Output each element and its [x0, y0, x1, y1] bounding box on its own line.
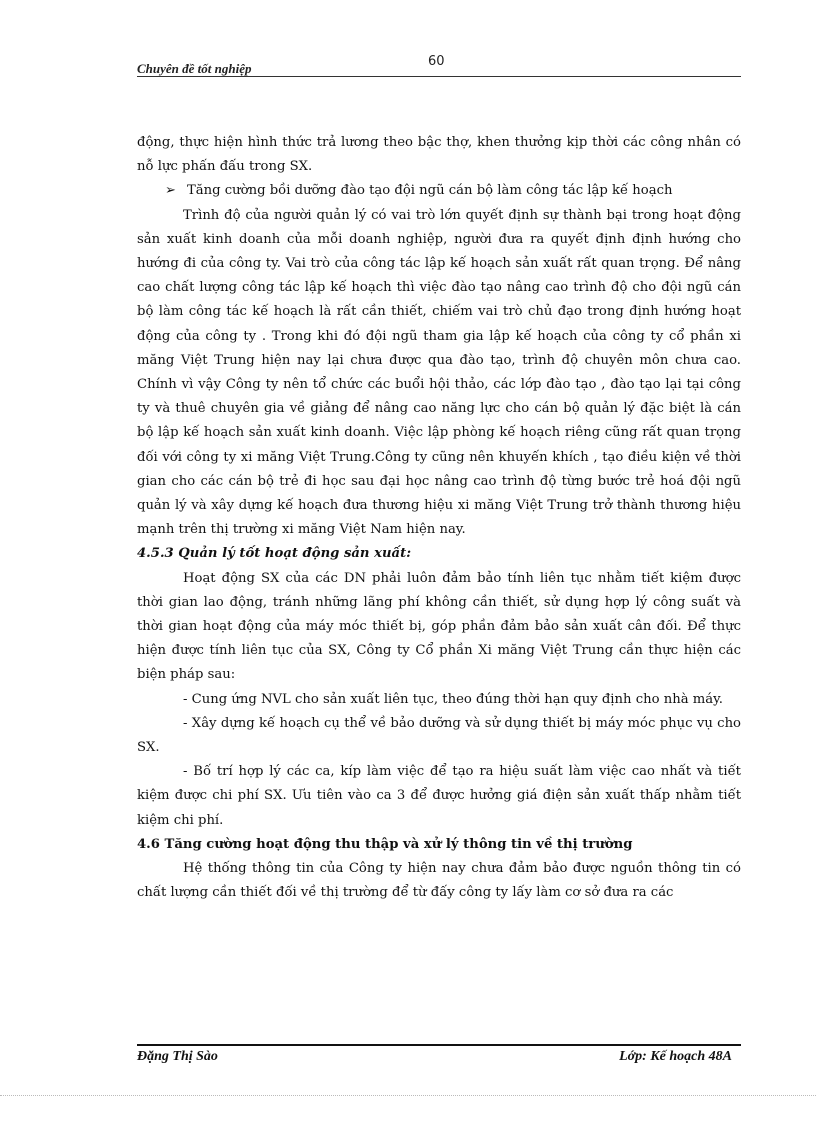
footer-divider: [137, 1044, 741, 1046]
page-number: 60: [428, 54, 445, 69]
footer-author: Đặng Thị Sào: [137, 1049, 218, 1064]
dash-item-1: - Cung ứng NVL cho sản xuất liên tục, theo đúng thời hạn quy định cho nhà máy.: [183, 691, 724, 707]
header-divider: [137, 76, 741, 77]
dash-item-3: - Bố trí hợp lý các ca, kíp làm việc để tạo ra hiệu suất làm việc cao nhất và tiết kiệm được chi phí SX. Ưu tiên vào ca 3 để được hưởng giá điện sản xuất thấp nhằm tiết kiệm chi phí.: [137, 764, 741, 828]
section-heading-4-5-3: 4.5.3 Quản lý tốt hoạt động sản xuất:: [137, 546, 412, 562]
paragraph-training: Trình độ của người quản lý có vai trò lớn quyết định sự thành bại trong hoạt động sản xuất kinh doanh của mỗi doanh nghiệp, người đưa ra quyết định định hướng cho hướng đi của công ty. Vai trò của công tác lập kế hoạch sản xuất rất quan trọng. Để nâng cao chất lượng công tác lập kế hoạch thì việc đào tạo nâng cao trình độ cho đội ngũ cán bộ làm công tác kế hoạch là rất cần thiết, chiếm vai trò chủ đạo trong định hướng hoạt động của công ty . Trong khi đó đội ngũ tham gia lập kế hoạch của công ty cổ phần xi măng Việt Trung hiện nay lại chưa được qua đào tạo, trình độ chuyên môn chưa cao. Chính vì vậy Công ty nên tổ chức các buổi hội thảo, các lớp đào tạo , đào tạo lại tại công ty và thuê chuyên gia về giảng để nâng cao năng lực cho cán bộ quản lý đặc biệt là cán bộ lập kế hoạch sản xuất kinh doanh. Việc lập phòng kế hoạch riêng cũng rất quan trọng đối với công ty xi măng Việt Trung.Công ty cũng nên khuyến khích , tạo điều kiện về thời gian cho các cán bộ trẻ đi học sau đại học nâng cao trình độ từng bước trẻ hoá đội ngũ quản lý và xây dựng kế hoạch đưa thương hiệu xi măng Việt Trung trở thành thương hiệu mạnh trên thị trường xi măng Việt Nam hiện nay.: [137, 207, 741, 538]
footer-class: Lớp: Kế hoạch 48A: [619, 1049, 732, 1064]
document-body: [137, 131, 741, 906]
bullet-text: Tăng cường bồi dưỡng đào tạo đội ngũ cán bộ làm công tác lập kế hoạch: [187, 183, 673, 199]
header-title: Chuyên đề tốt nghiệp: [137, 61, 252, 76]
page-edge-divider: [0, 1095, 816, 1096]
dash-item-2: - Xây dựng kế hoạch cụ thể về bảo dưỡng và sử dụng thiết bị máy móc phục vụ cho SX.: [137, 715, 741, 756]
arrow-bullet-icon: ➢: [165, 183, 176, 199]
paragraph-production: Hoạt động SX của các DN phải luôn đảm bảo tính liên tục nhằm tiết kiệm được thời gian lao động, tránh những lãng phí không cần thiết, sử dụng hợp lý công suất và thời gian hoạt động của máy móc thiết bị, góp phần đảm bảo sản xuất cân đối. Để thực hiện được tính liên tục của SX, Công ty Cổ phần Xi măng Việt Trung cần thực hiện các biện pháp sau:: [137, 570, 741, 683]
paragraph-continuation: động, thực hiện hình thức trả lương theo bậc thợ, khen thưởng kịp thời các công nhân có nỗ lực phấn đấu trong SX.: [137, 135, 741, 175]
section-heading-4-6: 4.6 Tăng cường hoạt động thu thập và xử lý thông tin về thị trường: [137, 836, 633, 852]
bullet-item: [137, 179, 741, 203]
paragraph-information: Hệ thống thông tin của Công ty hiện nay chưa đảm bảo được nguồn thông tin có chất lượng cần thiết đối về thị trường để từ đấy công ty lấy làm cơ sở đưa ra các: [137, 861, 741, 901]
